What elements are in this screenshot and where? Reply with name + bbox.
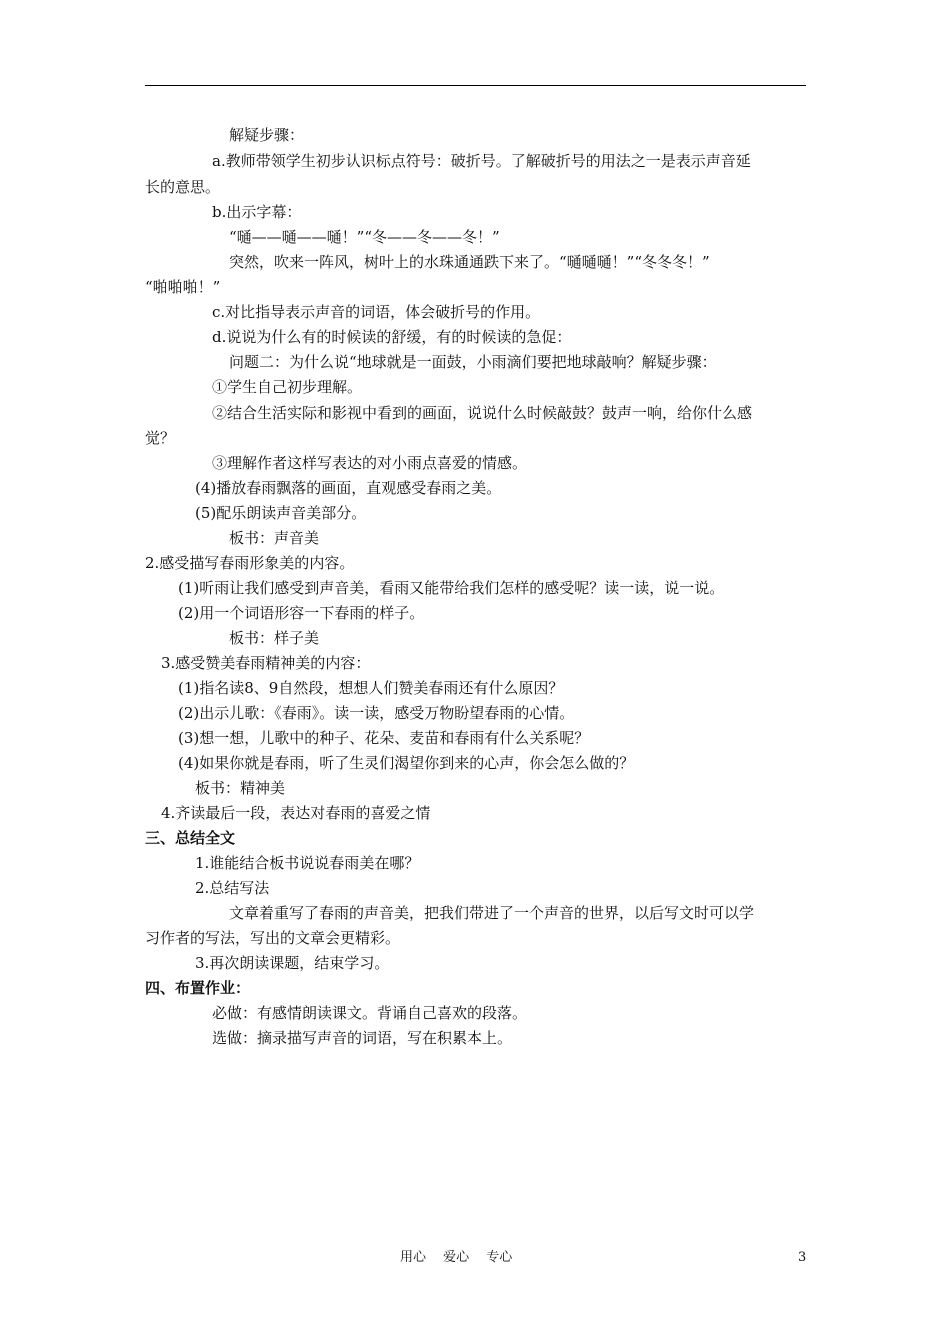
section-heading: 四、布置作业： (145, 979, 251, 997)
text-line: 问题二：为什么说“地球就是一面鼓，小雨滴们要把地球敲响？解疑步骤： (229, 353, 717, 371)
text-line: (4)播放春雨飘落的画面，直观感受春雨之美。 (195, 479, 502, 497)
text-line: 板书：精神美 (195, 779, 286, 797)
text-line: (2)用一个词语形容一下春雨的样子。 (178, 604, 425, 622)
text-line: 习作者的写法，写出的文章会更精彩。 (145, 929, 401, 947)
text-line: 4.齐读最后一段，表达对春雨的喜爱之情 (161, 804, 431, 822)
text-line: “啪啪啪！” (145, 278, 221, 296)
text-line: ①学生自己初步理解。 (212, 378, 363, 396)
text-line: 突然，吹来一阵风，树叶上的水珠通通跌下来了。“嗵嗵嗵！”“冬冬冬！” (229, 253, 710, 271)
text-line: ②结合生活实际和影视中看到的画面，说说什么时候敲鼓？鼓声一响，给你什么感 (212, 404, 753, 422)
text-line: 文章着重写了春雨的声音美，把我们带进了一个声音的世界，以后写文时可以学 (229, 904, 755, 922)
header-rule (145, 85, 806, 86)
text-line: 1.谁能结合板书说说春雨美在哪？ (195, 854, 420, 872)
text-line: 板书：样子美 (229, 629, 320, 647)
text-line: (2)出示儿歌：《春雨》。读一读，感受万物盼望春雨的心情。 (178, 704, 575, 722)
text-line: (1)听雨让我们感受到声音美，看雨又能带给我们怎样的感受呢？读一读，说一说。 (178, 579, 725, 597)
text-line: “嗵——嗵——嗵！”“冬——冬——冬！” (229, 228, 500, 246)
section-heading: 三、总结全文 (145, 829, 236, 847)
text-line: (1)指名读8、9自然段，想想人们赞美春雨还有什么原因？ (178, 679, 564, 697)
text-line: 长的意思。 (145, 178, 221, 196)
text-line: 2.感受描写春雨形象美的内容。 (145, 554, 355, 572)
text-line: 选做：摘录描写声音的词语，写在积累本上。 (212, 1029, 513, 1047)
text-line: 2.总结写法 (195, 879, 270, 897)
text-line: d.说说为什么有的时候读的舒缓，有的时候读的急促： (212, 328, 572, 346)
text-line: (5)配乐朗读声音美部分。 (195, 504, 367, 522)
text-line: 必做：有感情朗读课文。背诵自己喜欢的段落。 (212, 1004, 528, 1022)
text-line: 3.感受赞美春雨精神美的内容： (161, 654, 371, 672)
text-line: c.对比指导表示声音的词语，体会破折号的作用。 (212, 303, 541, 321)
text-line: (4)如果你就是春雨，听了生灵们渴望你到来的心声，你会怎么做的？ (178, 754, 635, 772)
text-line: 3.再次朗读课题，结束学习。 (195, 954, 390, 972)
text-line: 板书：声音美 (229, 529, 320, 547)
text-line: a.教师带领学生初步认识标点符号：破折号。了解破折号的用法之一是表示声音延 (212, 152, 751, 170)
footer-motto: 用心 爱心 专心 (400, 1250, 513, 1265)
text-line: 解疑步骤： (229, 126, 305, 144)
text-line: b.出示字幕： (212, 203, 302, 221)
text-line: ③理解作者这样写表达的对小雨点喜爱的情感。 (212, 454, 528, 472)
text-line: 觉？ (145, 429, 176, 447)
page-number: 3 (798, 1250, 807, 1265)
text-line: (3)想一想，儿歌中的种子、花朵、麦苗和春雨有什么关系呢？ (178, 729, 590, 747)
